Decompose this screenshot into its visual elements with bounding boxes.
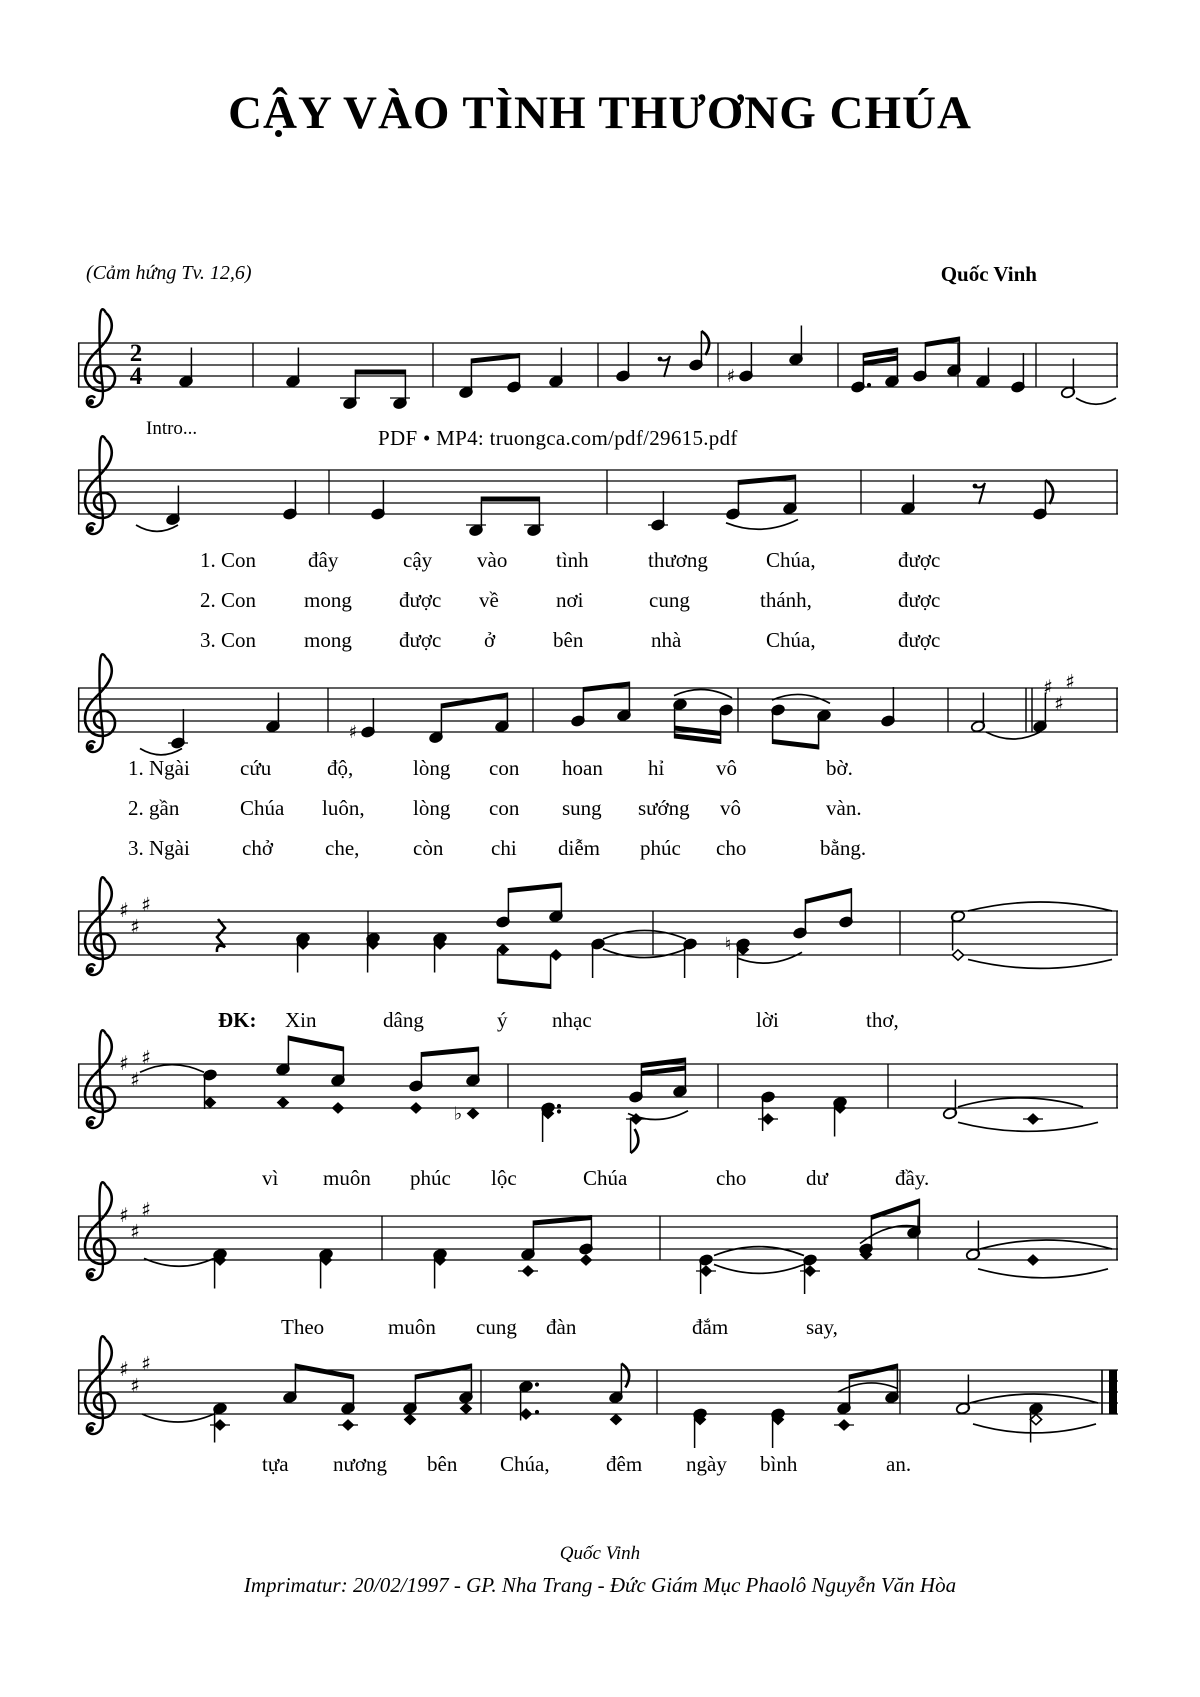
lyric-word: lộc — [491, 1166, 517, 1190]
lyric-word: thơ, — [866, 1008, 899, 1032]
lyric-word: Chúa, — [766, 628, 816, 652]
staff-system-7 — [78, 1330, 1122, 1470]
lyric-word: 2. gần — [128, 796, 180, 820]
lyric-word: vàn. — [826, 796, 862, 820]
staff-system-6 — [78, 1176, 1122, 1316]
imprimatur-line: Imprimatur: 20/02/1997 - GP. Nha Trang - Đức Giám Mục Phaolô Nguyễn Văn Hòa — [243, 1573, 957, 1597]
inspiration-reference: (Cảm hứng Tv. 12,6) — [86, 262, 252, 284]
song-title: CẬY VÀO TÌNH THƯƠNG CHÚA — [228, 87, 972, 139]
lyric-line-verse-1a — [0, 548, 1200, 574]
lyric-word: về — [479, 588, 499, 612]
composer-name: Quốc Vinh — [940, 262, 1037, 286]
lyric-word: lời — [756, 1008, 779, 1032]
svg-text:4: 4 — [129, 363, 143, 390]
lyric-word: cậy — [403, 548, 433, 572]
svg-text:♯: ♯ — [119, 1051, 129, 1075]
svg-text:♯: ♯ — [130, 1219, 140, 1244]
lyric-word: nhạc — [552, 1008, 592, 1032]
svg-text:♯: ♯ — [726, 366, 736, 387]
lyric-word: Theo — [281, 1315, 325, 1339]
svg-text:♯: ♯ — [141, 1197, 151, 1222]
lyric-word: mong — [304, 588, 352, 612]
lyric-word: say, — [806, 1315, 838, 1339]
lyric-word: muôn — [388, 1315, 436, 1339]
svg-text:♭: ♭ — [453, 1103, 463, 1125]
lyric-line-refrain-2 — [0, 1166, 1200, 1192]
lyric-word: đầy. — [895, 1166, 930, 1190]
lyric-line-refrain-3 — [0, 1315, 1200, 1341]
lyric-word: che, — [325, 836, 360, 860]
lyric-word: 2. Con — [200, 588, 257, 612]
lyric-word: hỉ — [648, 756, 665, 780]
lyric-word: bên — [427, 1452, 458, 1476]
lyric-line-verse-3b — [0, 836, 1200, 862]
lyric-word: diễm — [558, 836, 600, 860]
lyric-word: sướng — [638, 796, 690, 820]
lyric-word: ngày — [686, 1452, 727, 1476]
lyric-word: thương — [648, 548, 708, 572]
lyric-word: đêm — [606, 1452, 643, 1476]
lyric-word: vô — [720, 796, 741, 820]
svg-text:♯: ♯ — [119, 1357, 129, 1381]
svg-text:♯: ♯ — [119, 898, 129, 922]
lyric-word: phúc — [640, 836, 681, 860]
svg-text:♯: ♯ — [1054, 691, 1064, 716]
lyric-word: vì — [262, 1166, 279, 1190]
lyric-line-refrain-1 — [0, 1008, 1200, 1034]
lyric-word: bằng. — [820, 836, 867, 860]
svg-text:♯: ♯ — [141, 1351, 151, 1376]
lyric-word: đàn — [546, 1315, 577, 1339]
svg-text:♯: ♯ — [141, 1045, 151, 1070]
intro-label: Intro... — [146, 418, 198, 439]
footer-author: Quốc Vinh — [559, 1543, 641, 1564]
lyric-word: độ, — [327, 756, 354, 780]
svg-text:♯: ♯ — [130, 1373, 140, 1398]
lyric-word: hoan — [562, 756, 603, 780]
lyric-word: 1. Ngài — [128, 756, 190, 780]
lyric-word: vào — [477, 548, 508, 572]
lyric-word: con — [489, 796, 520, 820]
svg-text:♯: ♯ — [130, 1067, 140, 1092]
lyric-word: 1. Con — [200, 548, 257, 572]
lyric-word: ở — [484, 628, 496, 652]
lyric-word: ĐK: — [218, 1008, 257, 1032]
lyric-word: đắm — [692, 1315, 729, 1339]
lyric-word: Chúa, — [500, 1452, 550, 1476]
svg-text:♯: ♯ — [119, 1203, 129, 1227]
lyric-word: Chúa, — [766, 548, 816, 572]
lyric-word: ý — [497, 1008, 508, 1032]
lyric-word: được — [898, 548, 941, 572]
lyric-word: chở — [242, 836, 273, 860]
lyric-word: còn — [413, 836, 444, 860]
staff-system-1 — [78, 303, 1122, 443]
lyric-word: 3. Con — [200, 628, 257, 652]
lyric-word: phúc — [410, 1166, 451, 1190]
lyric-word: thánh, — [760, 588, 812, 612]
lyric-word: đây — [308, 548, 339, 572]
svg-text:♯: ♯ — [141, 892, 151, 917]
lyric-word: cung — [649, 588, 690, 612]
lyric-word: mong — [304, 628, 352, 652]
lyric-word: cứu — [240, 756, 272, 780]
lyric-word: được — [399, 628, 442, 652]
lyric-line-refrain-4 — [0, 1452, 1200, 1478]
staff-system-4 — [78, 871, 1122, 1011]
lyric-word: an. — [886, 1452, 912, 1476]
lyric-word: được — [399, 588, 442, 612]
lyric-word: dâng — [383, 1008, 424, 1032]
lyric-word: vô — [716, 756, 737, 780]
lyric-line-verse-3a — [0, 628, 1200, 654]
lyric-word: tựa — [262, 1452, 289, 1476]
lyric-word: bên — [553, 628, 584, 652]
staff-system-5 — [78, 1024, 1122, 1164]
lyric-word: bờ. — [826, 756, 853, 780]
lyric-word: bình — [760, 1452, 798, 1476]
svg-text:♯: ♯ — [1065, 669, 1075, 694]
lyric-word: luôn, — [322, 796, 365, 820]
lyric-line-verse-2a — [0, 588, 1200, 614]
lyric-line-verse-2b — [0, 796, 1200, 822]
lyric-word: lòng — [413, 796, 451, 820]
lyric-line-verse-1b — [0, 756, 1200, 782]
lyric-word: muôn — [323, 1166, 371, 1190]
svg-text:♯: ♯ — [1043, 675, 1053, 699]
lyric-word: chi — [491, 836, 517, 860]
lyric-word: 3. Ngài — [128, 836, 190, 860]
svg-text:♯: ♯ — [130, 914, 140, 939]
lyric-word: nhà — [651, 628, 682, 652]
svg-text:2: 2 — [129, 340, 143, 367]
lyric-word: con — [489, 756, 520, 780]
lyric-word: cung — [476, 1315, 517, 1339]
lyric-word: lòng — [413, 756, 451, 780]
media-link-text: PDF • MP4: truongca.com/pdf/29615.pdf — [378, 426, 738, 450]
lyric-word: được — [898, 588, 941, 612]
lyric-word: sung — [562, 796, 602, 820]
lyric-word: được — [898, 628, 941, 652]
lyric-word: Chúa — [583, 1166, 628, 1190]
lyric-word: tình — [556, 548, 589, 572]
lyric-word: Chúa — [240, 796, 285, 820]
lyric-word: dư — [806, 1166, 828, 1190]
svg-text:♯: ♯ — [348, 722, 358, 743]
lyric-word: nương — [333, 1452, 387, 1476]
lyric-word: cho — [716, 836, 747, 860]
lyric-word: nơi — [556, 588, 584, 612]
svg-text:♮: ♮ — [724, 934, 732, 955]
lyric-word: Xin — [285, 1008, 317, 1032]
lyric-word: cho — [716, 1166, 747, 1190]
